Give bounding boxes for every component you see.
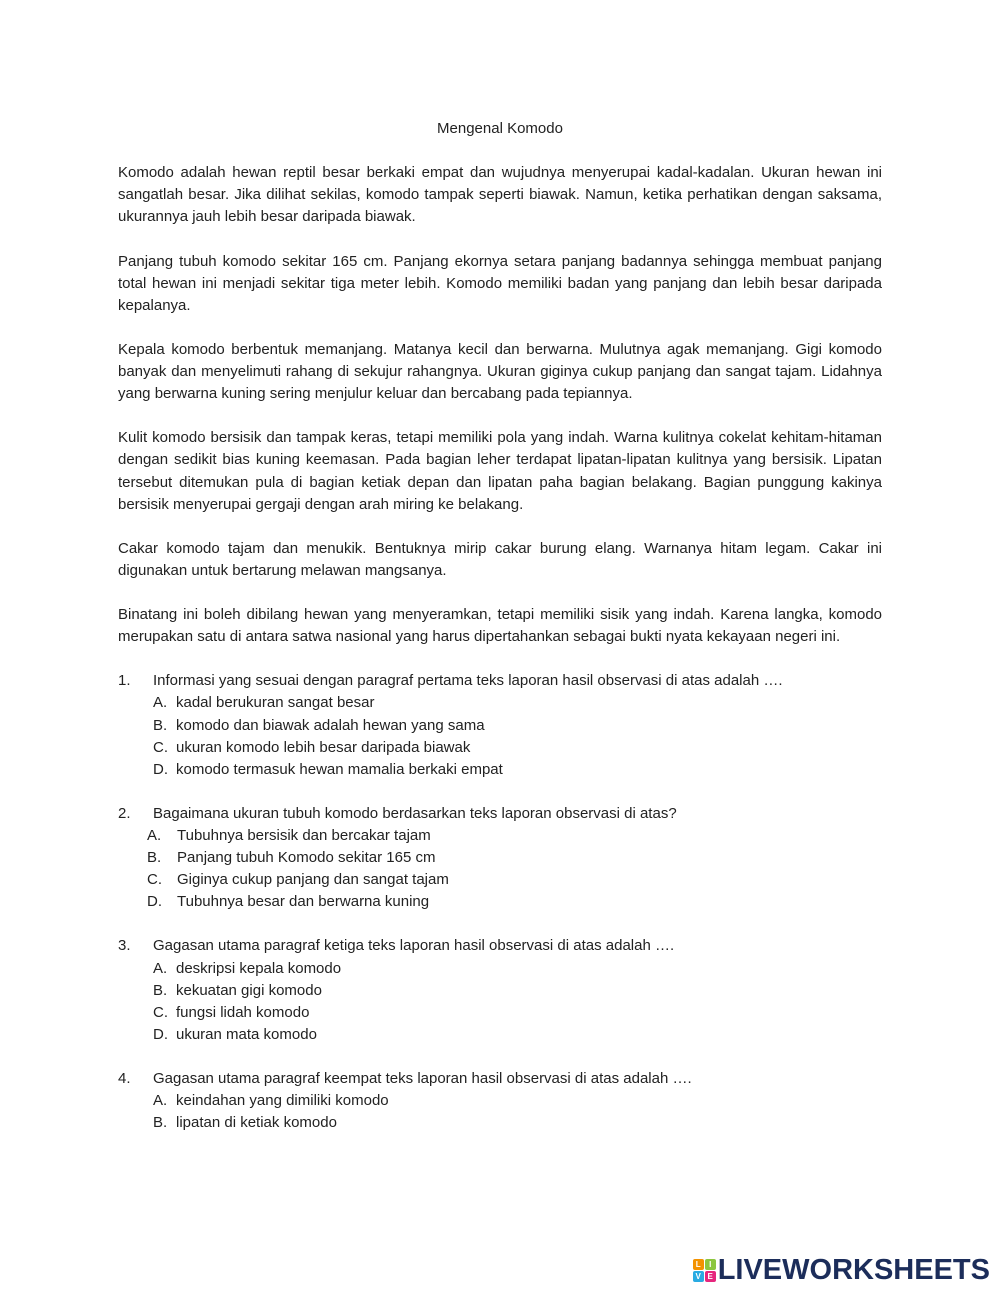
question-2-option-c[interactable] <box>118 869 882 891</box>
question-3-option-b[interactable] <box>118 980 882 1002</box>
worksheet-content <box>118 118 882 1156</box>
question-text: Gagasan utama paragraf ketiga teks laporan hasil observasi di atas adalah …. <box>153 937 675 955</box>
question-number: 4. <box>118 1070 131 1088</box>
question-3-option-c[interactable] <box>118 1002 882 1024</box>
question-3-option-a[interactable] <box>118 958 882 980</box>
option-text: ukuran mata komodo <box>176 1025 317 1043</box>
question-1-option-c[interactable] <box>118 737 882 759</box>
liveworksheets-icon <box>693 1259 716 1282</box>
option-text: Panjang tubuh Komodo sekitar 165 cm <box>177 849 436 867</box>
liveworksheets-logo[interactable] <box>693 1255 990 1285</box>
question-text: Informasi yang sesuai dengan paragraf pertama teks laporan hasil observasi di atas adalah …. <box>153 672 783 690</box>
option-letter: D. <box>147 893 162 911</box>
option-letter: B. <box>153 716 168 734</box>
logo-tile: I <box>705 1259 716 1270</box>
question-2-option-d[interactable] <box>118 891 882 913</box>
option-text: Giginya cukup panjang dan sangat tajam <box>177 871 449 889</box>
option-letter: A. <box>153 694 168 712</box>
option-letter: A. <box>153 959 168 977</box>
question-1-option-b[interactable] <box>118 715 882 737</box>
option-text: keindahan yang dimiliki komodo <box>176 1092 389 1110</box>
question-number: 3. <box>118 937 131 955</box>
question-2-option-a[interactable] <box>118 825 882 847</box>
logo-tile: L <box>693 1259 704 1270</box>
question-number: 2. <box>118 804 131 822</box>
option-text: fungsi lidah komodo <box>176 1003 310 1021</box>
option-letter: D. <box>153 1025 168 1043</box>
option-text: lipatan di ketiak komodo <box>176 1114 337 1132</box>
logo-tile: E <box>705 1271 716 1282</box>
paragraph-4: Kulit komodo bersisik dan tampak keras, tetapi memiliki pola yang indah. Warna kulitnya cokelat kehitam-hitaman dengan sedikit bias kuning keemasan. Pada bagian leher terdapat lipatan-lipatan kulitnya yang bersisik. Lipatan tersebut ditemukan pula di bagian ketiak depan dan lipatan paha bagian belakang. Bagian punggung kakinya bersisik menyerupai gergaji dengan arah miring ke belakang. <box>118 429 882 513</box>
paragraph-1: Komodo adalah hewan reptil besar berkaki empat dan wujudnya menyerupai kadal-kadalan. Ukuran hewan ini sangatlah besar. Jika dilihat sekilas, komodo tampak seperti biawak. Namun, ketika perhatikan dengan saksama, ukurannya jauh lebih besar daripada biawak. <box>118 164 882 226</box>
option-text: ukuran komodo lebih besar daripada biawak <box>176 738 471 756</box>
option-letter: C. <box>153 1003 168 1021</box>
option-letter: A. <box>153 1092 168 1110</box>
question-1 <box>118 670 882 780</box>
question-1-option-d[interactable] <box>118 759 882 781</box>
option-text: Tubuhnya besar dan berwarna kuning <box>177 893 430 911</box>
question-2-stem <box>118 803 882 825</box>
option-text: kekuatan gigi komodo <box>176 981 322 999</box>
question-text: Gagasan utama paragraf keempat teks laporan hasil observasi di atas adalah …. <box>153 1070 692 1088</box>
question-3-option-d[interactable] <box>118 1024 882 1046</box>
question-3-stem <box>118 935 882 957</box>
logo-tile: V <box>693 1271 704 1282</box>
document-title: Mengenal Komodo <box>437 120 563 137</box>
question-1-stem <box>118 670 882 692</box>
question-4 <box>118 1068 882 1134</box>
question-4-stem <box>118 1068 882 1090</box>
question-2-option-b[interactable] <box>118 847 882 869</box>
option-letter: B. <box>153 1114 168 1132</box>
option-letter: D. <box>153 760 168 778</box>
question-3 <box>118 935 882 1045</box>
logo-wordmark: LIVEWORKSHEETS <box>717 1254 990 1286</box>
option-letter: B. <box>153 981 168 999</box>
option-text: deskripsi kepala komodo <box>176 959 342 977</box>
paragraph-5: Cakar komodo tajam dan menukik. Bentuknya mirip cakar burung elang. Warnanya hitam legam. Cakar ini digunakan untuk bertarung melawan mangsanya. <box>118 539 882 579</box>
option-letter: A. <box>147 827 162 844</box>
question-2 <box>118 803 882 913</box>
option-text: Tubuhnya bersisik dan bercakar tajam <box>177 827 431 844</box>
question-4-option-b[interactable] <box>118 1112 882 1134</box>
question-number: 1. <box>118 672 131 690</box>
option-text: kadal berukuran sangat besar <box>176 694 375 712</box>
option-text: komodo termasuk hewan mamalia berkaki empat <box>176 760 503 778</box>
option-letter: C. <box>147 871 162 889</box>
question-text: Bagaimana ukuran tubuh komodo berdasarkan teks laporan observasi di atas? <box>153 804 677 822</box>
paragraph-2: Panjang tubuh komodo sekitar 165 cm. Panjang ekornya setara panjang badannya sehingga membuat panjang total hewan ini menjadi sekitar tiga meter lebih. Komodo memiliki badan yang panjang dan lebih besar daripada kepalanya. <box>118 252 882 314</box>
paragraph-3: Kepala komodo berbentuk memanjang. Matanya kecil dan berwarna. Mulutnya agak memanjang. Gigi komodo banyak dan menyelimuti rahang di sekujur rahangnya. Ukuran giginya cukup panjang dan sangat tajam. Lidahnya yang berwarna kuning sering menjulur keluar dan bercabang pada tepiannya. <box>118 340 882 403</box>
option-letter: C. <box>153 738 168 756</box>
option-letter: B. <box>147 849 162 867</box>
question-1-option-a[interactable] <box>118 692 882 714</box>
option-text: komodo dan biawak adalah hewan yang sama <box>176 716 485 734</box>
paragraph-6: Binatang ini boleh dibilang hewan yang menyeramkan, tetapi memiliki sisik yang indah. Karena langka, komodo merupakan satu di antara satwa nasional yang harus dipertahankan sebagai bukti nyata kekayaan negeri ini. <box>118 606 882 646</box>
question-4-option-a[interactable] <box>118 1090 882 1112</box>
